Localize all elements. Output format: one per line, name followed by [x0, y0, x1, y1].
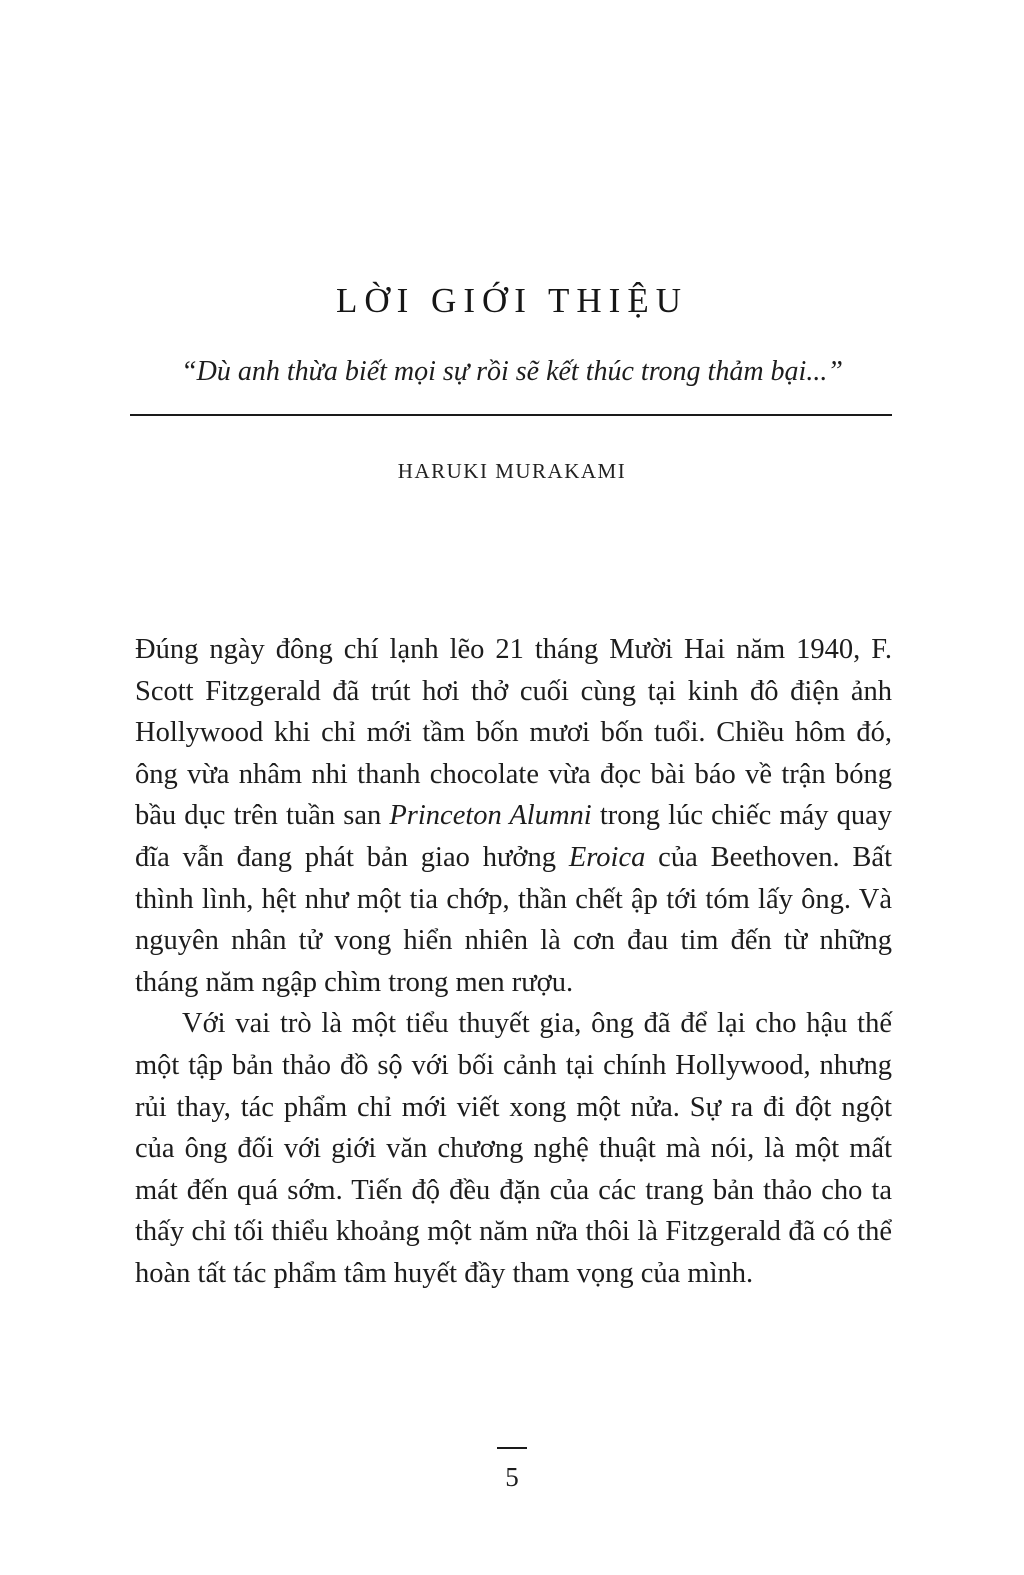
page-number: 5 — [505, 1462, 519, 1492]
body-paragraph-2: Với vai trò là một tiểu thuyết gia, ông đã để lại cho hậu thế một tập bản thảo đồ sộ với bối cảnh tại chính Hollywood, nhưng rủi thay, tác phẩm chỉ mới viết xong một nửa. Sự ra đi đột ngột của ông đối với giới văn chương nghệ thuật mà nói, là một mất mát đến quá sớm. Tiến độ đều đặn của các trang bản thảo cho ta thấy chỉ tối thiểu khoảng một năm nữa thôi là Fitzgerald đã có thể hoàn tất tác phẩm tâm huyết đầy tham vọng của mình. — [135, 1008, 892, 1289]
epigraph-quote: “Dù anh thừa biết mọi sự rồi sẽ kết thúc trong thảm bại...” — [181, 356, 843, 387]
body-text — [135, 629, 892, 1295]
paragraph-1-italic-princeton-alumni: Princeton Alumni — [389, 800, 592, 832]
paragraph-1-italic-eroica: Eroica — [568, 841, 646, 873]
footer-rule — [497, 1447, 527, 1449]
body-paragraph-1 — [135, 629, 892, 1003]
paragraph-1-text: Đúng ngày đông chí lạnh lẽo 21 tháng Mười Hai năm 1940, F. Scott Fitzgerald đã trút hơi thở cuối cùng tại kinh đô điện ảnh Hollywood khi chỉ mới tầm bốn mươi bốn tuổi. Chiều hôm đó, ông vừa nhâm nhi thanh chocolate vừa đọc bài báo về trận bóng bầu dục trên tuần san — [135, 634, 892, 832]
paragraph-1-text: của Beethoven. Bất thình lình, hệt như một tia chớp, thần chết ập tới tóm lấy ông. Và nguyên nhân tử vong hiển nhiên là cơn đau tim đến từ những tháng năm ngập chìm trong men rượu. — [135, 841, 892, 998]
separator-rule — [130, 414, 892, 416]
author-name: HARUKI MURAKAMI — [397, 459, 627, 483]
paragraph-1-text: trong lúc chiếc máy quay đĩa vẫn đang phát bản giao hưởng — [135, 800, 893, 873]
page-title: LỜI GIỚI THIỆU — [335, 281, 688, 320]
